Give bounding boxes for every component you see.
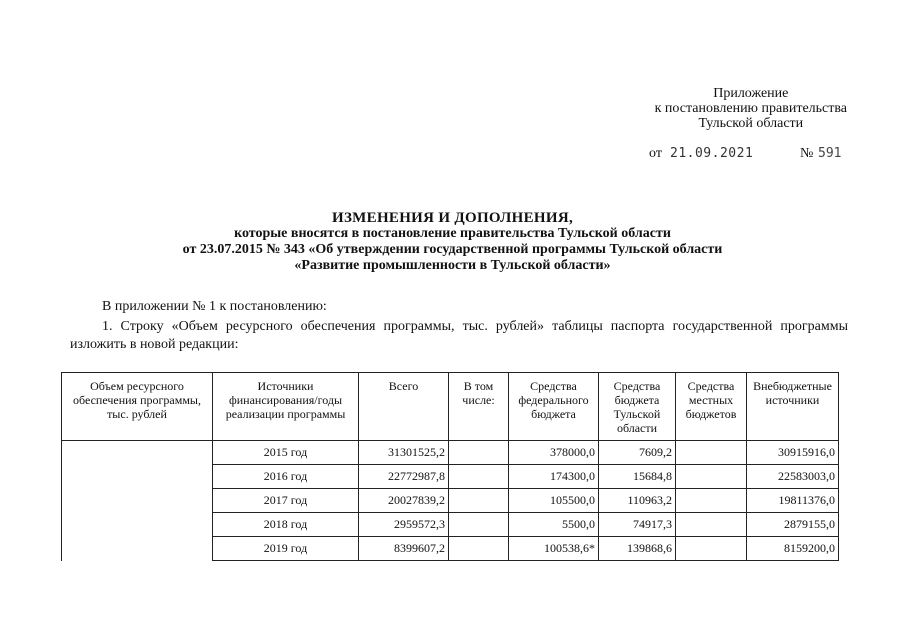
funding-table (61, 372, 839, 561)
number-prefix: № (800, 146, 814, 161)
date-prefix: от (649, 146, 662, 161)
year-cell: 2019 год (213, 537, 359, 561)
title-line-4: «Развитие промышленности в Тульской области» (294, 258, 611, 273)
appendix-line-1: Приложение (713, 86, 789, 101)
header-cell: Объем ресурсного обеспечения программы, тыс. рублей (62, 373, 213, 441)
appendix-line-2: к постановлению правительства (654, 101, 847, 116)
local-cell (676, 537, 747, 561)
appendix-block (655, 86, 847, 131)
header-cell: Средства местных бюджетов (676, 373, 747, 441)
year-cell: 2015 год (213, 441, 359, 465)
total-cell: 20027839,2 (359, 489, 449, 513)
including-cell (449, 489, 509, 513)
table-row (62, 441, 839, 465)
document-number: 591 (818, 146, 842, 161)
header-cell: Внебюджетные источники (747, 373, 839, 441)
extra-cell: 8159200,0 (747, 537, 839, 561)
document-title (0, 210, 905, 274)
extra-cell: 30915916,0 (747, 441, 839, 465)
extra-cell: 2879155,0 (747, 513, 839, 537)
paragraph-item-1: 1. Строку «Объем ресурсного обеспечения программы, тыс. рублей» таблицы паспорта государственной программы изложить в новой редакции: (70, 319, 848, 352)
header-cell: Источники финансирования/годы реализации программы (213, 373, 359, 441)
regional-cell: 139868,6 (599, 537, 676, 561)
including-cell (449, 465, 509, 489)
federal-cell: 100538,6* (509, 537, 599, 561)
total-cell: 8399607,2 (359, 537, 449, 561)
year-cell: 2018 год (213, 513, 359, 537)
including-cell (449, 513, 509, 537)
header-cell: Средства федерального бюджета (509, 373, 599, 441)
federal-cell: 105500,0 (509, 489, 599, 513)
federal-cell: 5500,0 (509, 513, 599, 537)
title-main: ИЗМЕНЕНИЯ И ДОПОЛНЕНИЯ, (332, 210, 573, 226)
total-cell: 2959572,3 (359, 513, 449, 537)
paragraph-intro: В приложении № 1 к постановлению: (102, 299, 327, 314)
header-cell: Средства бюджета Тульской области (599, 373, 676, 441)
title-line-2: которые вносятся в постановление правительства Тульской области (234, 226, 671, 241)
local-cell (676, 441, 747, 465)
appendix-line-3: Тульской области (698, 116, 804, 131)
regional-cell: 15684,8 (599, 465, 676, 489)
federal-cell: 378000,0 (509, 441, 599, 465)
local-cell (676, 513, 747, 537)
including-cell (449, 537, 509, 561)
regional-cell: 74917,3 (599, 513, 676, 537)
year-cell: 2017 год (213, 489, 359, 513)
year-cell: 2016 год (213, 465, 359, 489)
regional-cell: 7609,2 (599, 441, 676, 465)
including-cell (449, 441, 509, 465)
total-cell: 31301525,2 (359, 441, 449, 465)
regional-cell: 110963,2 (599, 489, 676, 513)
local-cell (676, 465, 747, 489)
header-cell: Всего (359, 373, 449, 441)
local-cell (676, 489, 747, 513)
header-cell: В том числе: (449, 373, 509, 441)
extra-cell: 22583003,0 (747, 465, 839, 489)
title-line-3: от 23.07.2015 № 343 «Об утверждении государственной программы Тульской области (182, 242, 723, 257)
document-date: 21.09.2021 (670, 146, 754, 161)
extra-cell: 19811376,0 (747, 489, 839, 513)
federal-cell: 174300,0 (509, 465, 599, 489)
table-header-row (62, 373, 839, 441)
empty-first-column (62, 441, 213, 561)
total-cell: 22772987,8 (359, 465, 449, 489)
